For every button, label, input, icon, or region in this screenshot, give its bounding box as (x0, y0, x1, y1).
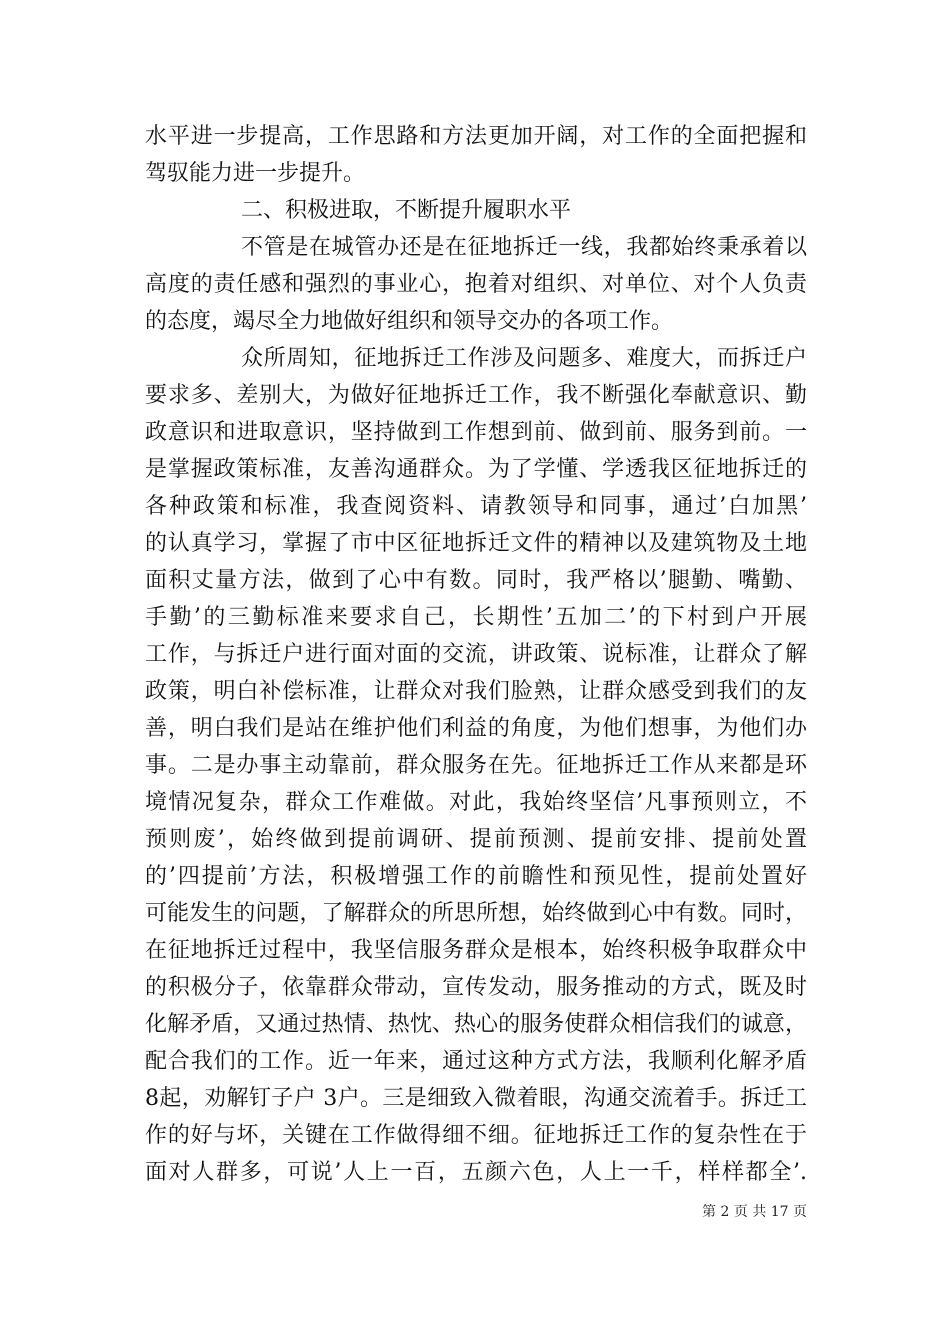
text-line: 水平进一步提高，工作思路和方法更加开阔，对工作的全面把握和 (145, 124, 807, 149)
text-line: 要求多、差别大，为做好征地拆迁工作，我不断强化奉献意识、勤 (145, 383, 807, 408)
text-line: 的态度，竭尽全力地做好组织和领导交办的各项工作。 (145, 309, 674, 334)
text-line: 面积丈量方法，做到了心中有数。同时，我严格以’腿勤、嘴勤、 (145, 568, 807, 593)
text-line: 各种政策和标准，我查阅资料、请教领导和同事，通过’白加黑’ (145, 494, 807, 519)
text-line: 境情况复杂，群众工作难做。对此，我始终坚信’凡事预则立，不 (145, 790, 807, 815)
text-line: 的’四提前’方法，积极增强工作的前瞻性和预见性，提前处置好 (145, 864, 807, 889)
section-heading: 二、积极进取，不断提升履职水平 (241, 198, 572, 223)
text-line: 化解矛盾，又通过热情、热忱、热心的服务使群众相信我们的诚意， (145, 1012, 807, 1037)
text-line: 在征地拆迁过程中，我坚信服务群众是根本，始终积极争取群众中 (145, 938, 807, 963)
text-line: 工作，与拆迁户进行面对面的交流，讲政策、说标准，让群众了解 (145, 642, 807, 667)
text-line: 预则废’，始终做到提前调研、提前预测、提前安排、提前处置 (145, 827, 807, 852)
text-line: 的积极分子，依靠群众带动，宣传发动，服务推动的方式，既及时 (145, 975, 807, 1000)
text-line: 驾驭能力进一步提升。 (145, 161, 366, 186)
text-line: 8起，劝解钉子户 3户。三是细致入微着眼，沟通交流着手。拆迁工 (145, 1086, 807, 1111)
text-line: 事。二是办事主动靠前，群众服务在先。征地拆迁工作从来都是环 (145, 753, 807, 778)
text-line: 政意识和进取意识，坚持做到工作想到前、做到前、服务到前。一 (145, 420, 807, 445)
document-body (145, 118, 807, 1191)
text-line: 是掌握政策标准，友善沟通群众。为了学懂、学透我区征地拆迁的 (145, 457, 807, 482)
text-line: 配合我们的工作。近一年来，通过这种方式方法，我顺利化解矛盾 (145, 1049, 807, 1074)
text-line: 高度的责任感和强烈的事业心，抱着对组织、对单位、对个人负责 (145, 272, 807, 297)
text-line: 手勤’的三勤标准来要求自己，长期性’五加二’的下村到户开展 (145, 605, 807, 630)
text-line: 可能发生的问题，了解群众的所思所想，始终做到心中有数。同时， (145, 901, 807, 926)
text-line: 的认真学习，掌握了市中区征地拆迁文件的精神以及建筑物及土地 (145, 531, 807, 556)
text-line: 作的好与坏，关键在工作做得细不细。征地拆迁工作的复杂性在于 (145, 1123, 807, 1148)
page-number: 第 2 页 共 17 页 (702, 1204, 807, 1220)
paragraph-first-line: 众所周知，征地拆迁工作涉及问题多、难度大，而拆迁户 (241, 346, 807, 371)
text-line: 善，明白我们是站在维护他们利益的角度，为他们想事，为他们办 (145, 716, 807, 741)
text-line: 政策，明白补偿标准，让群众对我们脸熟，让群众感受到我们的友 (145, 679, 807, 704)
text-line: 面对人群多，可说’人上一百，五颜六色，人上一千，样样都全’. (145, 1160, 807, 1185)
paragraph-first-line: 不管是在城管办还是在征地拆迁一线，我都始终秉承着以 (241, 235, 807, 260)
